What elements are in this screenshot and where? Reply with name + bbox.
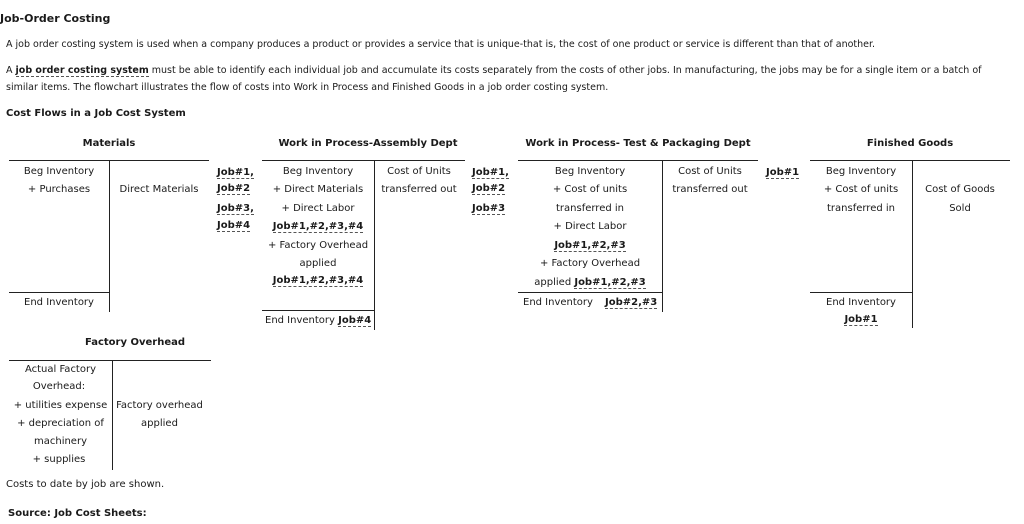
finished-goods-title: Finished Goods <box>866 138 954 149</box>
finished-goods-end-line <box>810 292 912 293</box>
materials-beg-inventory: Beg Inventory <box>23 166 95 177</box>
wip-assembly-direct-labor: + Direct Labor <box>281 203 355 214</box>
materials-job-4: Job#4 <box>217 220 251 231</box>
wip-test-applied: applied Job#1,#2,#3 <box>534 277 646 288</box>
wip-test-transferred-out: transferred out <box>672 184 748 195</box>
overhead-utilities: + utilities expense <box>13 400 108 411</box>
wip-assembly-job-1: Job#1, <box>472 167 509 178</box>
wip-test-job-1: Job#1 <box>766 167 800 178</box>
wip-assembly-title: Work in Process-Assembly Dept <box>278 138 458 149</box>
section-title: Cost Flows in a Job Cost System <box>6 108 186 119</box>
finished-goods-end-inventory: End Inventory <box>826 297 896 308</box>
definition-pre: A <box>6 65 16 76</box>
finished-goods-cost-goods: Cost of Goods <box>925 184 995 195</box>
materials-end-line <box>9 292 109 293</box>
finished-goods-beg-inventory: Beg Inventory <box>825 166 897 177</box>
wip-test-top-line <box>518 160 758 161</box>
overhead-depreciation: + depreciation of <box>17 418 104 429</box>
wip-assembly-applied: applied <box>299 258 337 269</box>
factory-overhead-top-line <box>9 360 211 361</box>
overhead-applied: applied <box>141 418 178 429</box>
wip-test-cost-units: + Cost of units <box>552 184 628 195</box>
wip-test-end-inventory: End Inventory <box>523 297 593 308</box>
wip-assembly-cost-units: Cost of Units <box>387 166 451 177</box>
wip-assembly-beg-inventory: Beg Inventory <box>282 166 354 177</box>
materials-title: Materials <box>82 138 136 149</box>
wip-test-direct-labor: + Direct Labor <box>553 221 627 232</box>
finished-goods-end-job: Job#1 <box>844 314 878 325</box>
wip-assembly-end-line <box>262 310 374 311</box>
materials-job-1: Job#1, <box>217 167 254 178</box>
wip-assembly-top-line <box>262 160 465 161</box>
overhead-machinery: machinery <box>33 436 87 447</box>
definition-rest: must be able to identify each individual job and accumulate its costs separately from the costs of other jobs. In manufacturing, the jobs may be for a single item or a batch of <box>148 65 982 76</box>
wip-test-beg-inventory: Beg Inventory <box>554 166 626 177</box>
wip-test-divider <box>662 160 663 312</box>
wip-test-cost-units-out: Cost of Units <box>678 166 742 177</box>
finished-goods-sold: Sold <box>949 203 971 214</box>
wip-test-labor-jobs: Job#1,#2,#3 <box>554 240 626 251</box>
wip-assembly-labor-jobs: Job#1,#2,#3,#4 <box>272 221 364 232</box>
wip-assembly-direct-materials: + Direct Materials <box>272 184 364 195</box>
materials-end-inventory: End Inventory <box>24 297 94 308</box>
overhead-supplies: + supplies <box>32 454 86 465</box>
finished-goods-transferred-in: transferred in <box>826 203 895 214</box>
wip-test-factory-overhead: + Factory Overhead <box>539 258 641 269</box>
wip-assembly-transferred-out: transferred out <box>381 184 457 195</box>
overhead-actual-factory: Actual Factory <box>24 364 97 375</box>
wip-test-end-line <box>518 292 662 293</box>
wip-assembly-job-3: Job#3 <box>472 203 506 214</box>
job-order-costing-term: job order costing system <box>15 65 149 76</box>
definition-paragraph-line2: similar items. The flowchart illustrates the flow of costs into Work in Process and Finished Goods in a job order costing system. <box>6 82 609 93</box>
wip-test-transferred-in: transferred in <box>555 203 624 214</box>
finished-goods-cost-units: + Cost of units <box>823 184 899 195</box>
factory-overhead-title: Factory Overhead <box>84 337 186 348</box>
costs-note: Costs to date by job are shown. <box>6 479 165 490</box>
wip-assembly-job-2: Job#2 <box>472 183 506 194</box>
materials-purchases: + Purchases <box>27 184 91 195</box>
overhead-factory-applied: Factory overhead <box>116 400 203 411</box>
wip-test-end-jobs: Job#2,#3 <box>605 297 658 308</box>
wip-assembly-factory-overhead: + Factory Overhead <box>267 240 369 251</box>
materials-direct-materials: Direct Materials <box>119 184 199 195</box>
materials-job-3: Job#3, <box>217 203 254 214</box>
source-label: Source: Job Cost Sheets: <box>8 508 147 519</box>
wip-test-title: Work in Process- Test & Packaging Dept <box>525 138 751 149</box>
materials-divider <box>109 160 110 312</box>
intro-paragraph: A job order costing system is used when a company produces a product or provides a service that is unique-that is, the cost of one product or service is different than that of another. <box>6 39 876 50</box>
overhead-label: Overhead: <box>32 381 86 392</box>
definition-paragraph-line1 <box>6 65 982 76</box>
finished-goods-top-line <box>810 160 1010 161</box>
page-title: Job-Order Costing <box>0 12 111 25</box>
wip-assembly-end-inventory: End Inventory Job#4 <box>265 315 372 326</box>
materials-job-2: Job#2 <box>217 183 251 194</box>
factory-overhead-divider <box>112 360 113 470</box>
wip-assembly-overhead-jobs: Job#1,#2,#3,#4 <box>272 275 364 286</box>
